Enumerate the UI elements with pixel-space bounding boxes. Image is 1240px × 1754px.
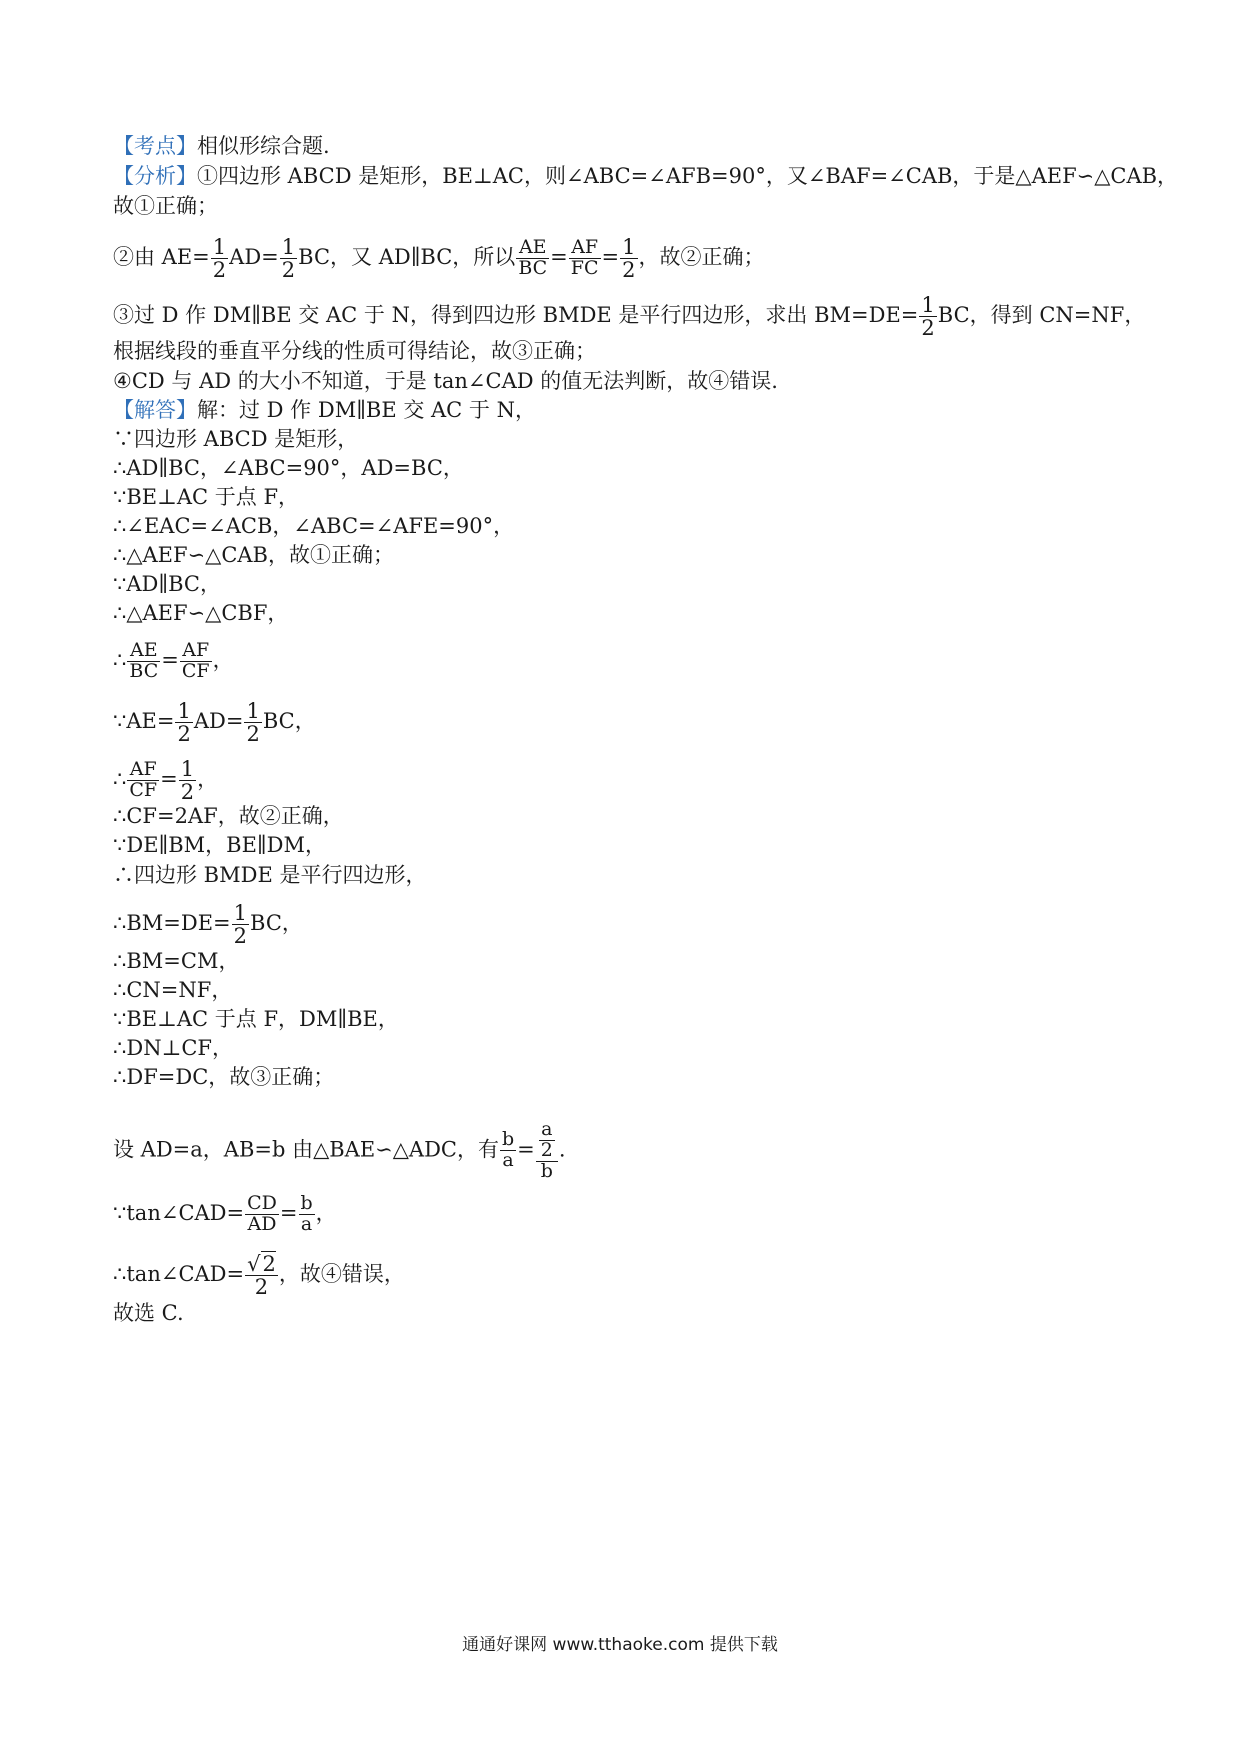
denominator: 2 xyxy=(180,780,195,805)
text: . xyxy=(558,1137,566,1162)
radicand: 2 xyxy=(262,1252,276,1276)
line xyxy=(113,1006,399,1032)
text: ∴四边形 BMDE 是平行四边形， xyxy=(113,863,427,887)
numerator: 1 xyxy=(281,235,296,259)
line xyxy=(113,862,426,888)
text: ∵BE⊥AC 于点 F， xyxy=(113,485,300,509)
fraction-half xyxy=(280,236,297,281)
fraction-half xyxy=(232,902,249,947)
numerator: CD xyxy=(247,1192,277,1214)
text: ，故②正确； xyxy=(638,245,765,270)
text: ， xyxy=(315,1200,337,1225)
denominator: 2 xyxy=(246,722,260,747)
fraction-ae-bc xyxy=(127,641,160,682)
line xyxy=(113,426,358,452)
fraction-half xyxy=(175,700,192,745)
line xyxy=(113,1064,334,1090)
line xyxy=(113,542,394,568)
fraction-af-cf xyxy=(180,641,212,682)
text: 故选 C. xyxy=(113,1301,184,1325)
line-bm-de xyxy=(113,902,303,947)
text: ∴ xyxy=(113,767,127,792)
fraction-af-fc xyxy=(569,238,601,279)
text: = xyxy=(279,1200,298,1225)
text: ∴CF=2AF，故②正确， xyxy=(113,804,344,828)
denominator: CF xyxy=(181,659,210,682)
fraction-half xyxy=(919,294,936,339)
line-analysis-2 xyxy=(113,236,765,281)
numerator: AF xyxy=(569,238,601,259)
numerator: 1 xyxy=(180,757,195,781)
fraction-half xyxy=(179,758,196,803)
line xyxy=(113,513,514,539)
numerator: 1 xyxy=(622,235,636,259)
line xyxy=(113,600,288,626)
text: ③过 D 作 DM∥BE 交 AC 于 N，得到四边形 BMDE 是平行四边形，求出 BM=DE= xyxy=(113,303,919,328)
line-set-ad xyxy=(113,1120,566,1182)
text: ∴BM=CM， xyxy=(113,949,240,973)
text: ∴∠EAC=∠ACB，∠ABC=∠AFE=90°， xyxy=(113,514,515,538)
fraction-ae-bc xyxy=(516,238,549,279)
text: ∴DN⊥CF， xyxy=(113,1036,233,1060)
text: ，故④错误， xyxy=(278,1262,405,1287)
fraction-af-cf xyxy=(127,760,159,801)
numerator: AF xyxy=(127,760,159,781)
fraction-a-2 xyxy=(539,1120,555,1161)
denominator: 2 xyxy=(622,258,636,283)
text: ①四边形 ABCD 是矩形，BE⊥AC，则∠ABC=∠AFB=90°，又∠BAF=∠CAB，于是△AEF∽△CAB， xyxy=(197,164,1179,188)
denominator: 2 xyxy=(921,316,935,341)
line xyxy=(113,803,344,829)
text: BC，又 AD∥BC，所以 xyxy=(298,245,516,270)
numerator: AE xyxy=(127,641,160,662)
denominator: 2 xyxy=(177,722,191,747)
text: ∵BE⊥AC 于点 F，DM∥BE， xyxy=(113,1007,399,1031)
text: ∵AD∥BC， xyxy=(113,572,221,596)
text: ④CD 与 AD 的大小不知道，于是 tan∠CAD 的值无法判断，故④错误. xyxy=(113,369,778,393)
line-jieda xyxy=(113,397,536,423)
text: 根据线段的垂直平分线的性质可得结论，故③正确； xyxy=(113,339,596,363)
line-analysis-3 xyxy=(113,294,1145,339)
line-af-cf xyxy=(113,758,218,803)
denominator: AD xyxy=(247,1212,277,1235)
denominator: FC xyxy=(570,257,599,280)
text: ∵tan∠CAD= xyxy=(113,1200,245,1225)
numerator: 1 xyxy=(246,699,260,723)
denominator: BC xyxy=(129,659,159,682)
text: ， xyxy=(197,767,219,792)
text: 解：过 D 作 DM∥BE 交 AC 于 N， xyxy=(197,398,536,422)
text: ∴BM=DE= xyxy=(113,911,231,936)
numerator: 1 xyxy=(921,293,935,317)
line xyxy=(113,1035,233,1061)
numerator: 1 xyxy=(177,699,191,723)
text: ∴CN=NF， xyxy=(113,978,233,1002)
text: ∴tan∠CAD= xyxy=(113,1262,245,1287)
fraction-b-a xyxy=(500,1130,516,1171)
text: = xyxy=(517,1137,535,1162)
text: = xyxy=(161,647,179,672)
denominator: 2 xyxy=(254,1275,269,1300)
text: ∴△AEF∽△CAB，故①正确； xyxy=(113,543,394,567)
numerator: 1 xyxy=(233,901,248,925)
numerator: 1 xyxy=(212,235,227,259)
tag-jieda: 【解答】 xyxy=(113,398,197,422)
numerator: b xyxy=(502,1128,515,1151)
line xyxy=(113,455,464,481)
tag-fenxi: 【分析】 xyxy=(113,164,197,188)
numerator: AF xyxy=(180,641,212,662)
line-answer xyxy=(113,1300,184,1326)
fraction-b-a xyxy=(299,1194,315,1235)
line-ae-half xyxy=(113,700,316,745)
numerator: b xyxy=(300,1192,313,1214)
footer-credit: 通通好课网 www.tthaoke.com 提供下载 xyxy=(462,1635,778,1655)
text: ∵DE∥BM，BE∥DM， xyxy=(113,833,326,857)
text: ∴DF=DC，故③正确； xyxy=(113,1065,335,1089)
tag-kaodian: 【考点】 xyxy=(113,134,197,158)
text: ∴ xyxy=(113,647,127,672)
text: BC， xyxy=(262,709,316,734)
line-tan-ratio xyxy=(113,1194,337,1235)
text: BC， xyxy=(250,911,303,936)
text: = xyxy=(160,767,178,792)
denominator: a xyxy=(502,1149,514,1172)
fraction-half xyxy=(211,236,228,281)
text: BC，得到 CN=NF， xyxy=(937,303,1146,328)
text: = xyxy=(550,245,568,270)
line xyxy=(113,571,221,597)
denominator: b xyxy=(540,1159,553,1182)
text: ∵AE= xyxy=(113,709,175,734)
numerator xyxy=(245,1253,278,1276)
text: = xyxy=(601,245,620,270)
line-kaodian xyxy=(113,133,330,159)
text: 设 AD=a，AB=b 由△BAE∽△ADC，有 xyxy=(113,1137,499,1162)
fraction-cd-ad xyxy=(245,1194,279,1235)
denominator: 2 xyxy=(233,924,248,949)
numerator: AE xyxy=(516,238,549,259)
fraction-half xyxy=(620,236,637,281)
text: 相似形综合题. xyxy=(197,134,330,158)
text: ∵四边形 ABCD 是矩形， xyxy=(113,427,359,451)
numerator xyxy=(536,1120,558,1162)
line xyxy=(113,368,778,394)
text: 故①正确； xyxy=(113,194,218,218)
line-tan-value xyxy=(113,1253,405,1298)
line xyxy=(113,338,596,364)
text: AD= xyxy=(229,245,279,270)
line-ratio xyxy=(113,641,234,682)
sqrt-symbol: √ xyxy=(247,1252,261,1276)
line xyxy=(113,193,218,219)
fraction-a-half-over-b xyxy=(536,1120,558,1182)
fraction-half xyxy=(244,700,261,745)
line-fenxi xyxy=(113,163,1178,189)
text: ∴AD∥BC，∠ABC=90°，AD=BC， xyxy=(113,456,464,480)
fraction-sqrt2-2 xyxy=(245,1253,278,1298)
line xyxy=(113,484,299,510)
denominator: 2 xyxy=(540,1138,553,1161)
denominator: BC xyxy=(518,257,548,280)
denominator: 2 xyxy=(212,258,227,283)
line xyxy=(113,948,239,974)
denominator: 2 xyxy=(281,258,296,283)
denominator: CF xyxy=(129,779,158,802)
line xyxy=(113,832,326,858)
denominator: a xyxy=(300,1212,313,1235)
text: AD= xyxy=(193,709,244,734)
text: ， xyxy=(212,647,234,672)
numerator: a xyxy=(539,1120,555,1141)
text: ②由 AE= xyxy=(113,245,210,270)
line xyxy=(113,977,232,1003)
text: ∴△AEF∽△CBF， xyxy=(113,601,289,625)
